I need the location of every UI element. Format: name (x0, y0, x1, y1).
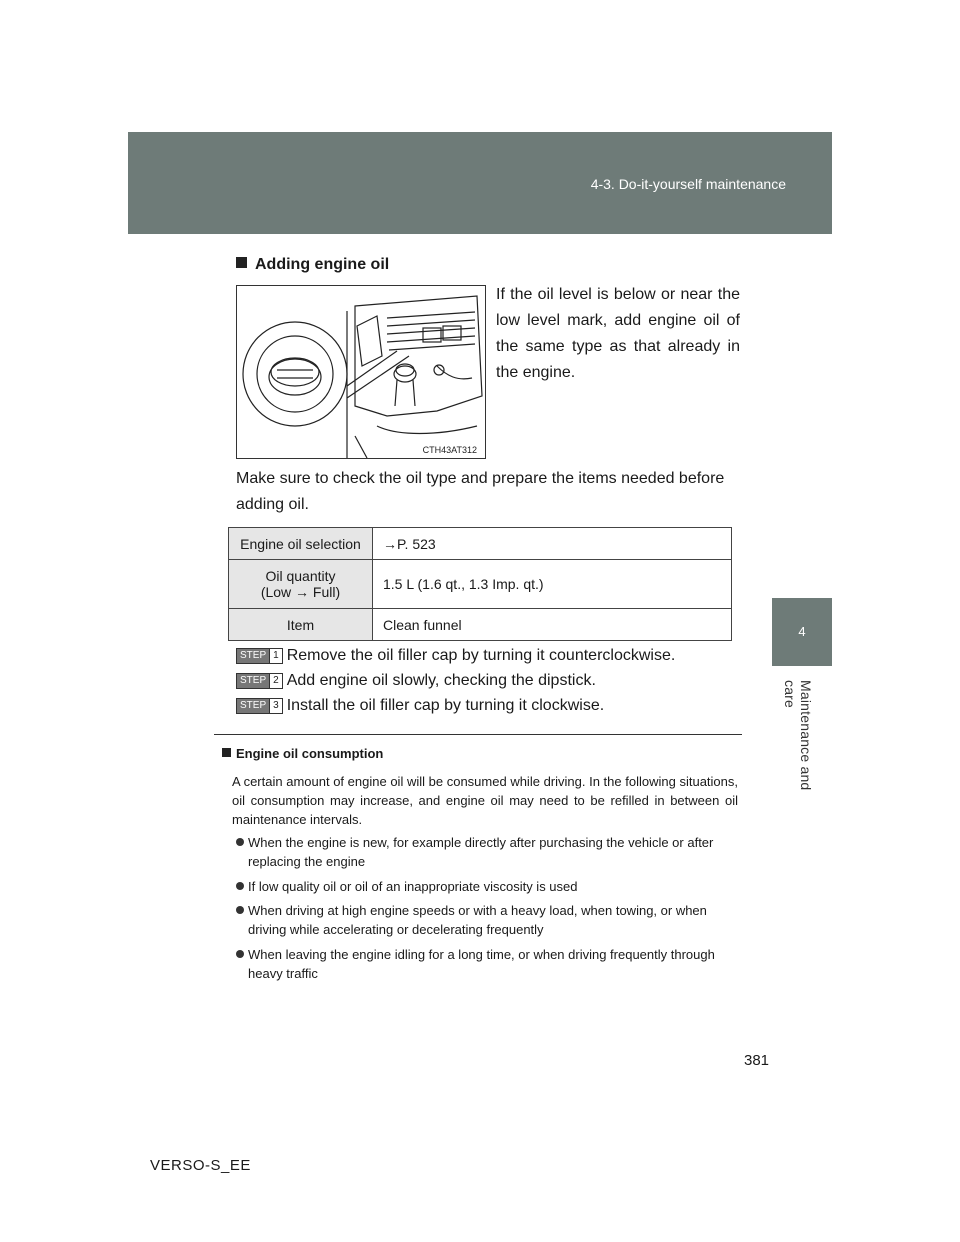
step-text: Add engine oil slowly, checking the dipstick. (286, 672, 596, 689)
check-paragraph: Make sure to check the oil type and prepare the items needed before adding oil. (236, 470, 725, 513)
oil-items-table (228, 527, 732, 641)
table-value: Clean funnel (373, 609, 732, 641)
list-item: If low quality oil or oil of an inappropriate viscosity is used (236, 877, 736, 896)
square-bullet-icon (236, 257, 247, 268)
step-text: Install the oil filler cap by turning it clockwise. (286, 697, 605, 714)
engine-oil-cap-illustration (236, 285, 486, 459)
bullet-dot-icon (236, 838, 244, 846)
step-badge: STEP 2 (236, 673, 283, 689)
note-title: Engine oil consumption (222, 746, 383, 761)
table-row (229, 560, 732, 609)
table-value: →P. 523 (373, 528, 732, 560)
bullet-dot-icon (236, 906, 244, 914)
chapter-label: Maintenance and care (782, 680, 814, 791)
section-divider (214, 734, 742, 735)
document-code: VERSO-S_EE (150, 1157, 251, 1174)
bullet-dot-icon (236, 950, 244, 958)
list-item: When the engine is new, for example directly after purchasing the vehicle or after replacing the engine (236, 833, 736, 871)
bullet-dot-icon (236, 882, 244, 890)
step-2 (236, 672, 596, 690)
table-key: Oil quantity (Low → Full) (229, 560, 373, 609)
list-item: When driving at high engine speeds or with a heavy load, when towing, or when driving while accelerating or decelerating frequently (236, 901, 736, 939)
chapter-tab: 4 (772, 598, 832, 666)
page-number: 381 (744, 1052, 770, 1069)
step-3 (236, 697, 604, 715)
step-badge: STEP 3 (236, 698, 283, 714)
note-body: A certain amount of engine oil will be consumed while driving. In the following situations, oil consumption may increase, and engine oil may need to be refilled in between oil maintenance intervals. (232, 774, 738, 827)
section-title: Adding engine oil (236, 256, 389, 274)
table-row (229, 528, 732, 560)
square-bullet-icon (222, 748, 231, 757)
list-item: When leaving the engine idling for a long time, or when driving frequently through heavy traffic (236, 945, 736, 983)
step-text: Remove the oil filler cap by turning it counterclockwise. (286, 647, 676, 664)
step-badge: STEP 1 (236, 648, 283, 664)
figure-code: CTH43AT312 (422, 445, 477, 455)
table-key: Item (229, 609, 373, 641)
table-value: 1.5 L (1.6 qt., 1.3 Imp. qt.) (373, 560, 732, 609)
header-bar (128, 132, 832, 234)
engine-bay-drawing (237, 286, 485, 458)
step-1 (236, 647, 675, 665)
intro-paragraph: If the oil level is below or near the low level mark, add engine oil of the same type as that already in the engine. (496, 286, 740, 381)
section-header: 4-3. Do-it-yourself maintenance (590, 176, 786, 192)
table-key: Engine oil selection (229, 528, 373, 560)
table-row (229, 609, 732, 641)
